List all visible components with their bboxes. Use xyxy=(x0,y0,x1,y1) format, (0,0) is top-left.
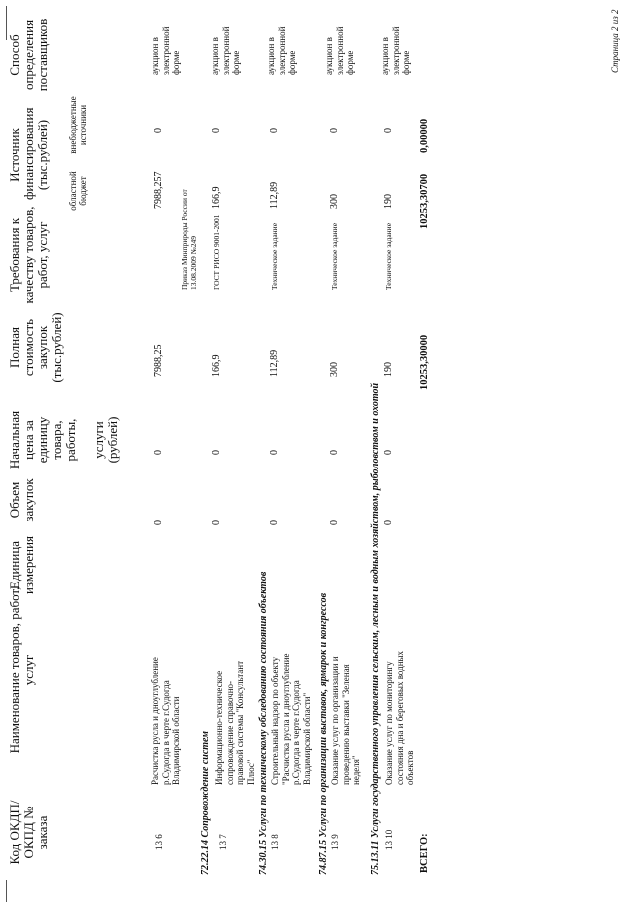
header-price-line2: услуги (рублей) xyxy=(91,416,120,464)
section-heading xyxy=(370,383,381,875)
row-total: 190 xyxy=(383,362,394,377)
row-requirements: Приказ Минприроды России от 13.08.2009 №249 xyxy=(180,189,198,290)
row-fund-regional: 166,9 xyxy=(211,186,222,209)
row-method: аукцион в электронной форме xyxy=(150,26,181,75)
header-fund-extra: внебюджетные источники xyxy=(68,96,88,154)
row-fund-extra: 0 xyxy=(269,128,280,133)
row-method: аукцион в электронной форме xyxy=(266,26,297,75)
row-name: Строительный надзор по объекту "Расчистка русла и дноуглубление р.Судогда в черте г.Судогда Владимирской области" xyxy=(270,653,312,785)
row-total: 166,9 xyxy=(211,354,222,377)
section-code: 74.87.15 xyxy=(318,840,329,875)
row-code: 13 9 xyxy=(330,834,340,850)
header-code: Код ОКДП/ ОКПД № заказа xyxy=(7,800,50,865)
row-fund-extra: 0 xyxy=(329,128,340,133)
header-price xyxy=(8,405,120,475)
row-code: 13 8 xyxy=(270,834,280,850)
row-volume: 0 xyxy=(269,520,280,525)
header-total: Полная стоимость закупок (тыс.рублей) xyxy=(7,312,64,383)
section-title: Услуги по организации выставок, ярмарок и конгрессов xyxy=(318,592,329,838)
row-fund-regional: 190 xyxy=(383,194,394,209)
row-fund-regional: 112,89 xyxy=(269,181,280,209)
row-volume: 0 xyxy=(211,520,222,525)
section-title: Услуги государственного управления сельским, лесным и водным хозяйством, рыболовством и охотой xyxy=(370,382,381,839)
section-heading xyxy=(200,731,211,875)
header-unit: Единица измерения xyxy=(7,535,36,595)
header-volume: Объем закупок xyxy=(7,478,36,522)
section-heading xyxy=(318,593,329,875)
row-name: Расчистка русла и дноуглубление р.Судогда в черте г.Судогда Владимирской области xyxy=(150,657,181,785)
row-name: Информационно-техническое сопровождение справочно-правовой системы "Консультант Плюс" xyxy=(214,660,256,785)
row-name: Оказание услуг по организации и проведению выставки "Зеленая неделя" xyxy=(330,656,361,785)
header-funding: Источник финансирования (тыс.рублей) xyxy=(7,107,50,200)
row-requirements: Техническое задание xyxy=(270,222,279,290)
section-heading xyxy=(258,572,269,875)
row-method: аукцион в электронной форме xyxy=(324,26,355,75)
header-price-line1: Начальная цена за единицу товара, работы, xyxy=(7,410,78,470)
row-fund-extra: 0 xyxy=(383,128,394,133)
row-requirements: ГОСТ РИСО 9001-2001 xyxy=(212,214,221,290)
row-method: аукцион в электронной форме xyxy=(380,26,411,75)
header-requirements: Требования к качеству товаров, работ, услуг xyxy=(7,206,50,304)
row-price: 0 xyxy=(153,450,164,455)
row-fund-regional: 7988,257 xyxy=(153,171,164,209)
row-price: 0 xyxy=(329,450,340,455)
row-fund-extra: 0 xyxy=(153,128,164,133)
row-total: 112,89 xyxy=(269,349,280,377)
row-volume: 0 xyxy=(153,520,164,525)
row-price: 0 xyxy=(383,450,394,455)
row-requirements: Техническое задание xyxy=(384,222,393,290)
header-method: Способ определения поставщиков xyxy=(7,18,50,92)
totals-total: 10253,30000 xyxy=(419,334,430,390)
row-fund-extra: 0 xyxy=(211,128,222,133)
row-volume: 0 xyxy=(329,520,340,525)
section-title: Услуги по техническому обследованию состояния объектов xyxy=(258,571,269,838)
row-total: 300 xyxy=(329,362,340,377)
row-volume: 0 xyxy=(383,520,394,525)
totals-extra: 0,00000 xyxy=(419,118,430,153)
page-number: Страница 2 из 2 xyxy=(610,9,620,73)
header-name: Наименование товаров, работ, услуг xyxy=(7,586,36,754)
section-code: 75.13.11 xyxy=(370,840,381,875)
row-method: аукцион в электронной форме xyxy=(210,26,241,75)
section-title: Сопровождение систем xyxy=(200,731,211,838)
totals-label: ВСЕГО: xyxy=(419,833,430,873)
section-code: 74.30.15 xyxy=(258,840,269,875)
header-fund-regional: областной бюджет xyxy=(68,171,88,211)
totals-regional: 10253,30700 xyxy=(419,173,430,229)
row-code: 13 7 xyxy=(218,834,228,850)
row-name: Оказание услуг по мониторингу состояния дна и береговых водных объектов xyxy=(384,650,415,785)
row-total: 7988,25 xyxy=(153,344,164,377)
row-price: 0 xyxy=(269,450,280,455)
row-fund-regional: 300 xyxy=(329,194,340,209)
section-code: 72.22.14 xyxy=(200,840,211,875)
row-code: 13 6 xyxy=(154,834,164,850)
row-code: 13 10 xyxy=(384,829,394,850)
row-price: 0 xyxy=(211,450,222,455)
row-requirements: Техническое задание xyxy=(330,222,339,290)
